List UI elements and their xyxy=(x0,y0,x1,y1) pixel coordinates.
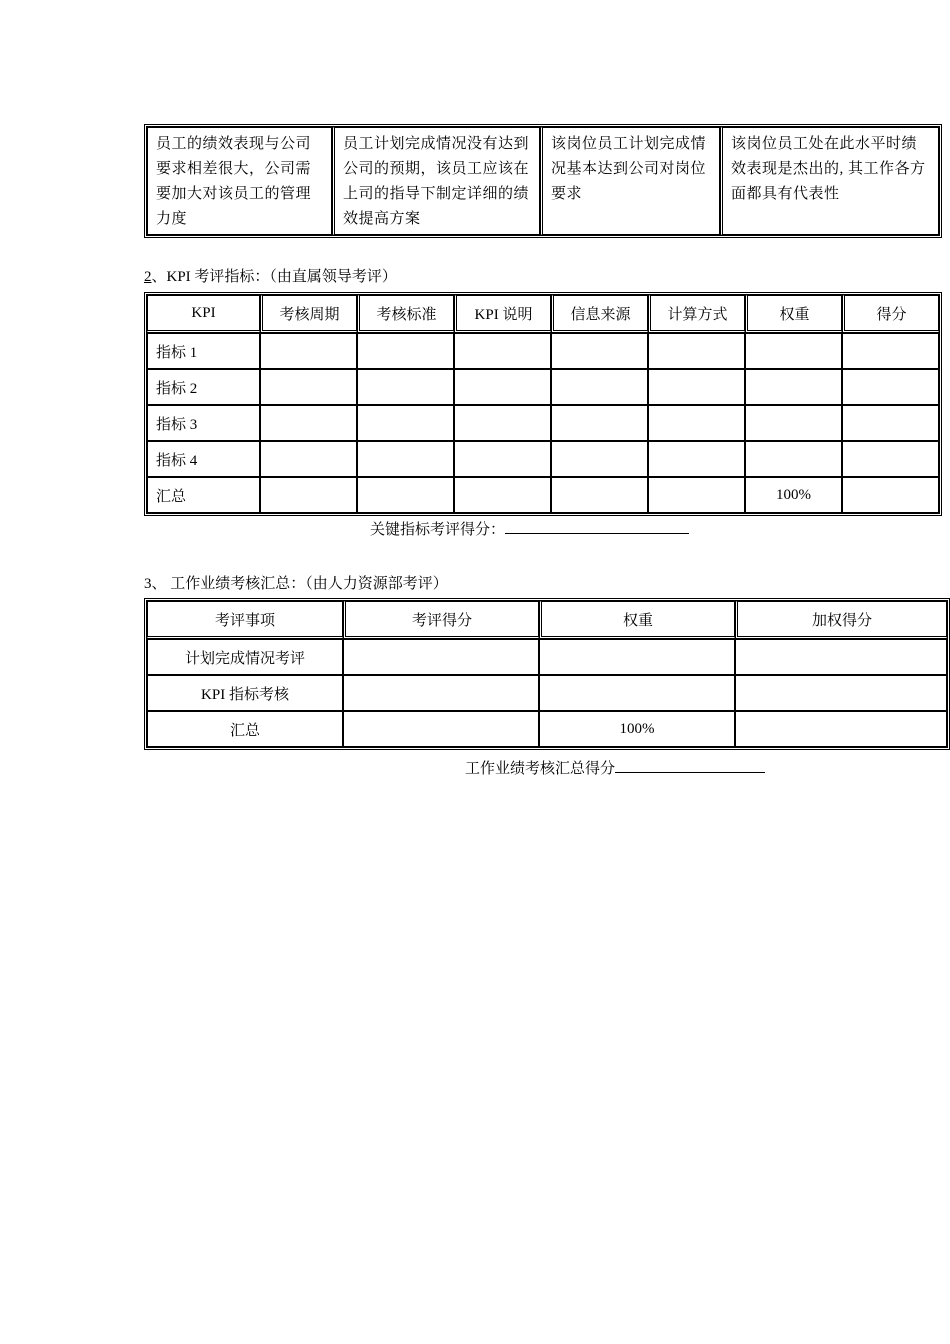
kpi-row-label: 指标 2 xyxy=(147,369,260,405)
summary-weight-cell[interactable]: 100% xyxy=(539,711,735,747)
kpi-period-cell[interactable] xyxy=(260,333,357,369)
kpi-score-cell[interactable] xyxy=(842,333,939,369)
kpi-description-cell[interactable] xyxy=(454,477,551,513)
column-header: 权重 xyxy=(745,295,842,333)
column-header: 权重 xyxy=(539,601,735,639)
kpi-weight-cell[interactable] xyxy=(745,333,842,369)
column-header: 得分 xyxy=(842,295,939,333)
summary-weight-cell[interactable] xyxy=(539,675,735,711)
column-header: KPI 说明 xyxy=(454,295,551,333)
column-header: 计算方式 xyxy=(648,295,745,333)
work-score-label: 工作业绩考核汇总得分 xyxy=(465,761,616,777)
column-header: 加权得分 xyxy=(735,601,947,639)
summary-item-label: 汇总 xyxy=(147,711,343,747)
kpi-source-cell[interactable] xyxy=(551,441,648,477)
kpi-description-cell[interactable] xyxy=(454,369,551,405)
kpi-source-cell[interactable] xyxy=(551,369,648,405)
table-row xyxy=(147,441,939,477)
kpi-period-cell[interactable] xyxy=(260,441,357,477)
column-header: 考核标准 xyxy=(357,295,454,333)
kpi-header-row xyxy=(147,295,939,333)
table-row xyxy=(147,675,947,711)
kpi-score-cell[interactable] xyxy=(842,441,939,477)
kpi-section-number: 2 xyxy=(144,269,152,285)
column-header: 考评得分 xyxy=(343,601,539,639)
kpi-row-label: 汇总 xyxy=(147,477,260,513)
kpi-table xyxy=(144,292,942,516)
work-score-line xyxy=(465,756,765,778)
level-description-cell: 该岗位员工计划完成情况基本达到公司对岗位要求 xyxy=(540,127,720,235)
summary-weighted-score-cell[interactable] xyxy=(735,639,947,675)
kpi-row-label: 指标 4 xyxy=(147,441,260,477)
kpi-score-label: 关键指标考评得分： xyxy=(370,522,506,538)
summary-item-label: 计划完成情况考评 xyxy=(147,639,343,675)
summary-weighted-score-cell[interactable] xyxy=(735,711,947,747)
table-row xyxy=(147,405,939,441)
table-row xyxy=(147,127,939,235)
kpi-section-heading xyxy=(144,265,397,286)
column-header: 考核周期 xyxy=(260,295,357,333)
kpi-source-cell[interactable] xyxy=(551,477,648,513)
kpi-weight-cell[interactable] xyxy=(745,369,842,405)
column-header: 考评事项 xyxy=(147,601,343,639)
kpi-source-cell[interactable] xyxy=(551,333,648,369)
kpi-row-label: 指标 3 xyxy=(147,405,260,441)
summary-section-heading: 3、 工作业绩考核汇总：（由人力资源部考评） xyxy=(144,576,448,592)
level-description-cell: 该岗位员工处在此水平时绩效表现是杰出的, 其工作各方面都具有代表性 xyxy=(720,127,939,235)
kpi-period-cell[interactable] xyxy=(260,405,357,441)
kpi-weight-cell[interactable]: 100% xyxy=(745,477,842,513)
table-row xyxy=(147,369,939,405)
kpi-score-cell[interactable] xyxy=(842,369,939,405)
table-row xyxy=(147,333,939,369)
kpi-method-cell[interactable] xyxy=(648,369,745,405)
kpi-description-cell[interactable] xyxy=(454,405,551,441)
column-header: 信息来源 xyxy=(551,295,648,333)
kpi-period-cell[interactable] xyxy=(260,477,357,513)
kpi-standard-cell[interactable] xyxy=(357,333,454,369)
performance-level-table xyxy=(144,124,942,238)
level-description-cell: 员工计划完成情况没有达到公司的预期，该员工应该在上司的指导下制定详细的绩效提高方案 xyxy=(332,127,540,235)
summary-score-cell[interactable] xyxy=(343,675,539,711)
kpi-standard-cell[interactable] xyxy=(357,405,454,441)
kpi-method-cell[interactable] xyxy=(648,333,745,369)
kpi-method-cell[interactable] xyxy=(648,405,745,441)
summary-weight-cell[interactable] xyxy=(539,639,735,675)
kpi-score-cell[interactable] xyxy=(842,405,939,441)
kpi-standard-cell[interactable] xyxy=(357,441,454,477)
level-description-cell: 员工的绩效表现与公司要求相差很大，公司需要加大对该员工的管理力度 xyxy=(147,127,332,235)
kpi-method-cell[interactable] xyxy=(648,477,745,513)
kpi-standard-cell[interactable] xyxy=(357,477,454,513)
kpi-weight-cell[interactable] xyxy=(745,441,842,477)
work-score-blank[interactable] xyxy=(615,756,765,773)
table-row xyxy=(147,711,947,747)
summary-header-row xyxy=(147,601,947,639)
table-row xyxy=(147,639,947,675)
summary-item-label: KPI 指标考核 xyxy=(147,675,343,711)
summary-score-cell[interactable] xyxy=(343,711,539,747)
kpi-section-title: 、KPI 考评指标：（由直属领导考评） xyxy=(151,269,397,285)
kpi-description-cell[interactable] xyxy=(454,333,551,369)
column-header: KPI xyxy=(147,295,260,333)
table-row xyxy=(147,477,939,513)
kpi-score-blank[interactable] xyxy=(505,517,689,534)
kpi-source-cell[interactable] xyxy=(551,405,648,441)
summary-score-cell[interactable] xyxy=(343,639,539,675)
summary-table xyxy=(144,598,950,750)
kpi-period-cell[interactable] xyxy=(260,369,357,405)
kpi-row-label: 指标 1 xyxy=(147,333,260,369)
kpi-description-cell[interactable] xyxy=(454,441,551,477)
kpi-score-line xyxy=(370,517,689,539)
kpi-score-cell[interactable] xyxy=(842,477,939,513)
kpi-weight-cell[interactable] xyxy=(745,405,842,441)
kpi-method-cell[interactable] xyxy=(648,441,745,477)
summary-weighted-score-cell[interactable] xyxy=(735,675,947,711)
kpi-standard-cell[interactable] xyxy=(357,369,454,405)
